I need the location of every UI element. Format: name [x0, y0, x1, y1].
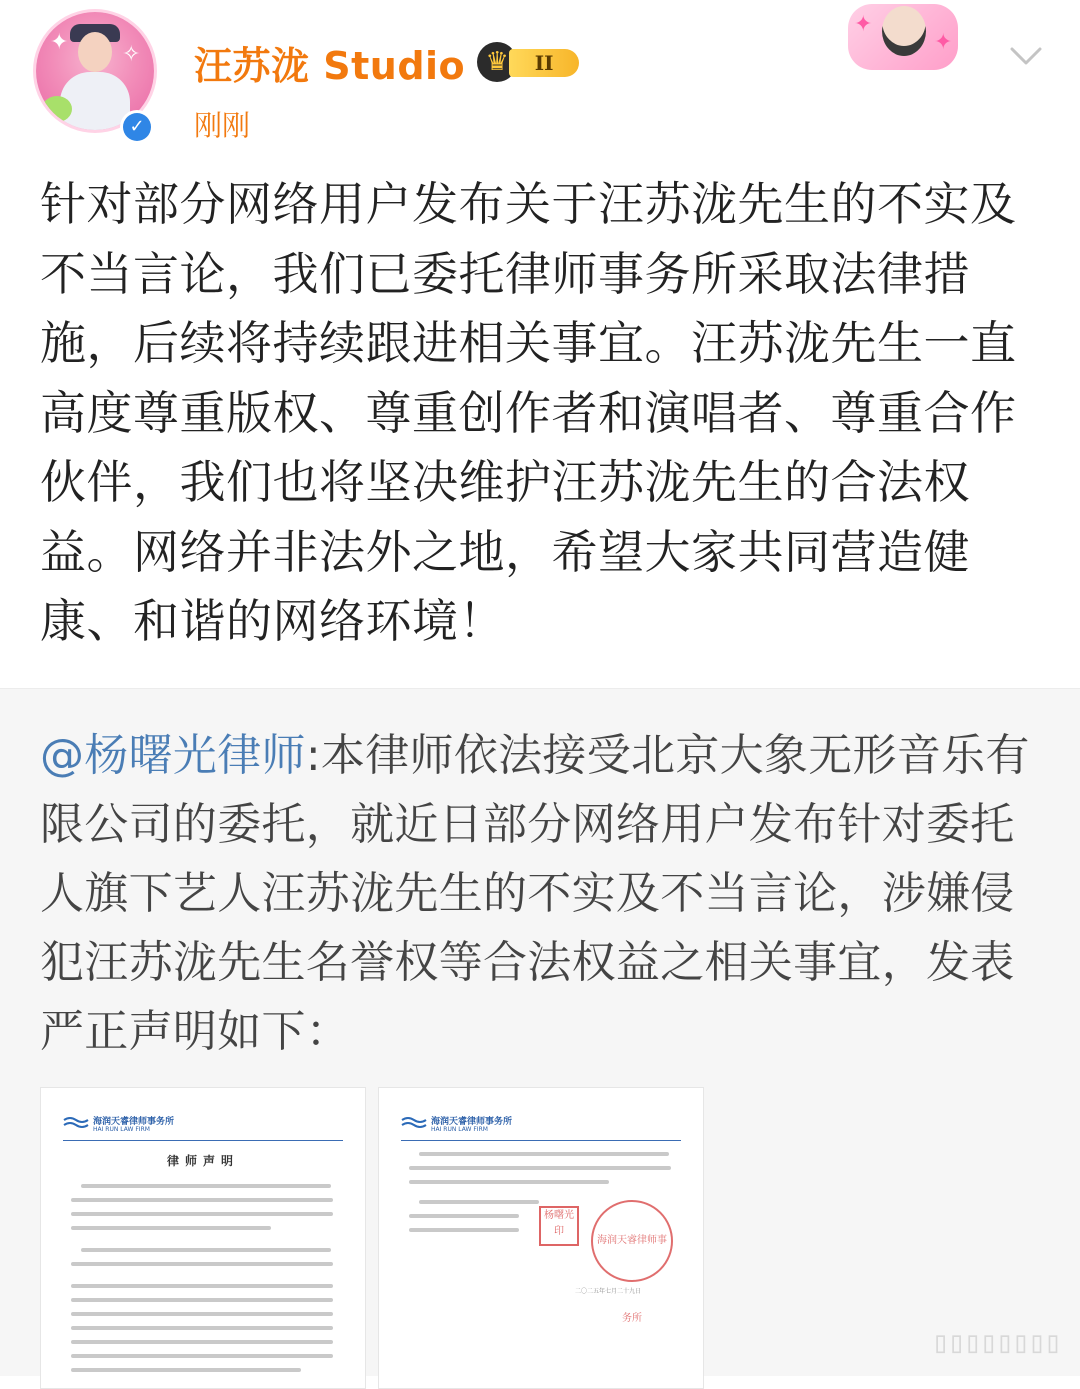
decoration-sticker[interactable] — [848, 4, 958, 74]
sparkle-icon: ✧ — [122, 42, 141, 67]
author-name-row — [194, 36, 581, 88]
chevron-down-icon[interactable] — [1006, 36, 1046, 76]
verified-badge — [120, 110, 154, 144]
post-body: 针对部分网络用户发布关于汪苏泷先生的不实及不当言论，我们已委托律师事务所采取法律措施，后续将持续跟进相关事宜。汪苏泷先生一直高度尊重版权、尊重创作者和演唱者、尊重合作伙伴，我们也将坚决维护汪苏泷先生的合法权益。网络并非法外之地，希望大家共同营造健康、和谐的网络环境！ — [40, 177, 1017, 648]
law-firm-logo-icon — [401, 1116, 427, 1130]
retweet-text: :本律师依法接受北京大象无形音乐有限公司的委托，就近日部分网络用户发布针对委托人旗下艺人汪苏泷先生的不实及不当言论，涉嫌侵犯汪苏泷先生名誉权等合法权益之相关事宜，发表严正声明如下： — [40, 730, 1030, 1057]
retweet-card[interactable] — [0, 688, 1080, 1376]
post-header — [0, 0, 1080, 160]
retweet-body — [40, 721, 1040, 1066]
author-avatar[interactable] — [36, 12, 158, 142]
firm-name: 海润天睿律师事务所 — [93, 1117, 175, 1127]
crown-icon: ♛ — [477, 42, 517, 82]
sparkle-icon: ✦ — [854, 12, 873, 37]
signature-date: 二〇二五年七月二十九日 — [575, 1288, 642, 1295]
firm-name-en: HAI RUN LAW FIRM — [93, 1126, 150, 1133]
image-thumbnail-2[interactable] — [378, 1087, 704, 1389]
image-thumbnail-1[interactable] — [40, 1087, 366, 1389]
law-firm-logo-icon — [63, 1116, 89, 1130]
verified-check-icon: ✓ — [123, 113, 151, 141]
firm-seal-stamp: 海润天睿律师事务所 — [591, 1200, 673, 1282]
firm-name-en: HAI RUN LAW FIRM — [431, 1126, 488, 1133]
document-title: 律师声明 — [166, 1154, 239, 1168]
author-name[interactable]: 汪苏泷 Studio — [194, 43, 466, 88]
watermark: ▯▯▯▯▯▯▯▯ — [931, 1325, 1060, 1360]
sparkle-icon: ✦ — [934, 30, 953, 55]
firm-name: 海润天睿律师事务所 — [431, 1117, 513, 1127]
sparkle-icon: ✦ — [50, 30, 69, 55]
mention-link[interactable]: @杨曙光律师 — [40, 730, 306, 781]
member-badge[interactable] — [477, 42, 581, 82]
post-time: 刚刚 — [194, 109, 251, 142]
lawyer-chop-stamp: 杨曙光印 — [539, 1206, 579, 1246]
member-level: II — [509, 49, 579, 77]
